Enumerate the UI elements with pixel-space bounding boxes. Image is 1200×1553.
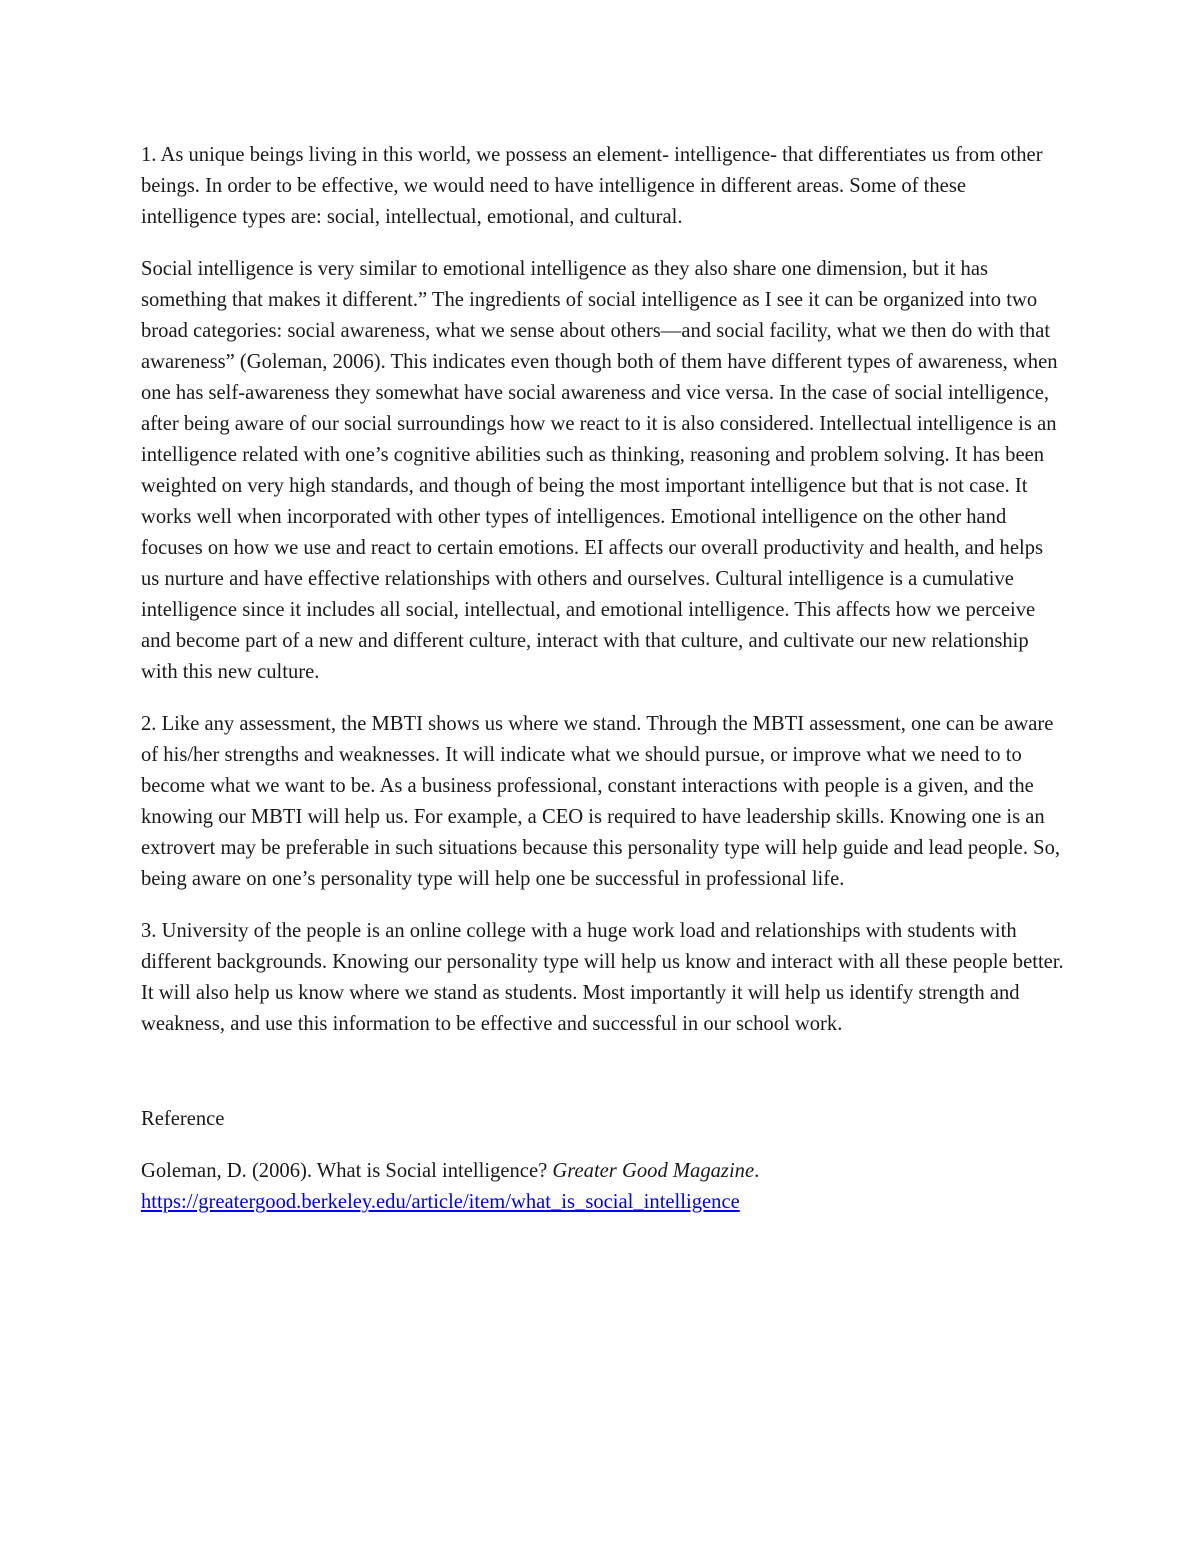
reference-link[interactable]: https://greatergood.berkeley.edu/article/item/what_is_social_intelligence <box>141 1191 740 1213</box>
citation-text: Goleman, D. (2006). What is Social intelligence? <box>141 1160 553 1182</box>
paragraph-university: 3. University of the people is an online college with a huge work load and relationships with students with different backgrounds. Knowing our personality type will help us know and interact with all these people better. It will also help us know where we stand as students. Most importantly it will help us identify strength and weakness, and use this information to be effective and successful in our school work. <box>141 920 1064 1035</box>
document-body <box>141 140 1066 1218</box>
reference-citation <box>141 1156 1066 1187</box>
citation-journal: Greater Good Magazine <box>552 1160 755 1182</box>
paragraph-mbti: 2. Like any assessment, the MBTI shows us where we stand. Through the MBTI assessment, one can be aware of his/her strengths and weaknesses. It will indicate what we should pursue, or improve what we need to to become what we want to be. As a business professional, constant interactions with people is a given, and the knowing our MBTI will help us. For example, a CEO is required to have leadership skills. Knowing one is an extrovert may be preferable in such situations because this personality type will help guide and lead people. So, being aware on one’s personality type will help one be successful in professional life. <box>141 713 1061 890</box>
citation-suffix: . <box>754 1160 760 1182</box>
reference-url-line <box>141 1187 1066 1218</box>
paragraph-social-intelligence: Social intelligence is very similar to emotional intelligence as they also share one dimension, but it has something that makes it different.” The ingredients of social intelligence as I see it can be organized into two broad categories: social awareness, what we sense about others—and social facility, what we then do with that awareness” (Goleman, 2006). This indicates even though both of them have different types of awareness, when one has self-awareness they somewhat have social awareness and vice versa. In the case of social intelligence, after being aware of our social surroundings how we react to it is also considered. Intellectual intelligence is an intelligence related with one’s cognitive abilities such as thinking, reasoning and problem solving. It has been weighted on very high standards, and though of being the most important intelligence but that is not case. It works well when incorporated with other types of intelligences. Emotional intelligence on the other hand focuses on how we use and react to certain emotions. EI affects our overall productivity and health, and helps us nurture and have effective relationships with others and ourselves. Cultural intelligence is a cumulative intelligence since it includes all social, intellectual, and emotional intelligence. This affects how we perceive and become part of a new and different culture, interact with that culture, and cultivate our new relationship with this new culture. <box>141 258 1058 683</box>
paragraph-intro: 1. As unique beings living in this world, we possess an element- intelligence- that differentiates us from other beings. In order to be effective, we would need to have intelligence in different areas. Some of these intelligence types are: social, intellectual, emotional, and cultural. <box>141 144 1043 228</box>
reference-heading: Reference <box>141 1108 225 1130</box>
